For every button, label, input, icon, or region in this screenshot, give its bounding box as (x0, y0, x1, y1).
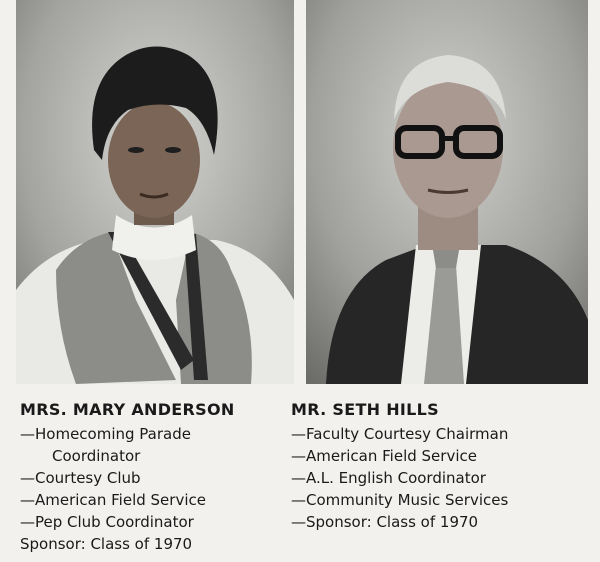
person-name: MRS. MARY ANDERSON (20, 400, 235, 419)
list-item: —Courtesy Club (20, 469, 141, 487)
portrait-mary-anderson (16, 0, 294, 384)
portrait-man-image (306, 0, 588, 384)
list-item: —Sponsor: Class of 1970 (291, 513, 479, 531)
caption-seth-hills (291, 400, 591, 533)
list-item: —American Field Service (20, 491, 206, 509)
duties-list (291, 423, 591, 533)
list-item: —Faculty Courtesy Chairman (291, 425, 509, 443)
list-item: —A.L. English Coordinator (291, 469, 486, 487)
list-item: —Pep Club Coordinator (20, 513, 194, 531)
portrait-woman-image (16, 0, 294, 384)
portrait-seth-hills (306, 0, 588, 384)
list-item: —Homecoming Parade (20, 425, 191, 443)
duties-list (20, 423, 290, 533)
person-name: MR. SETH HILLS (291, 400, 439, 419)
caption-mary-anderson (20, 400, 290, 555)
list-item: —Community Music Services (291, 491, 509, 509)
sponsor-line: Sponsor: Class of 1970 (20, 535, 193, 553)
list-item: —American Field Service (291, 447, 477, 465)
list-item: Coordinator (52, 447, 141, 465)
caption-area (20, 400, 590, 553)
